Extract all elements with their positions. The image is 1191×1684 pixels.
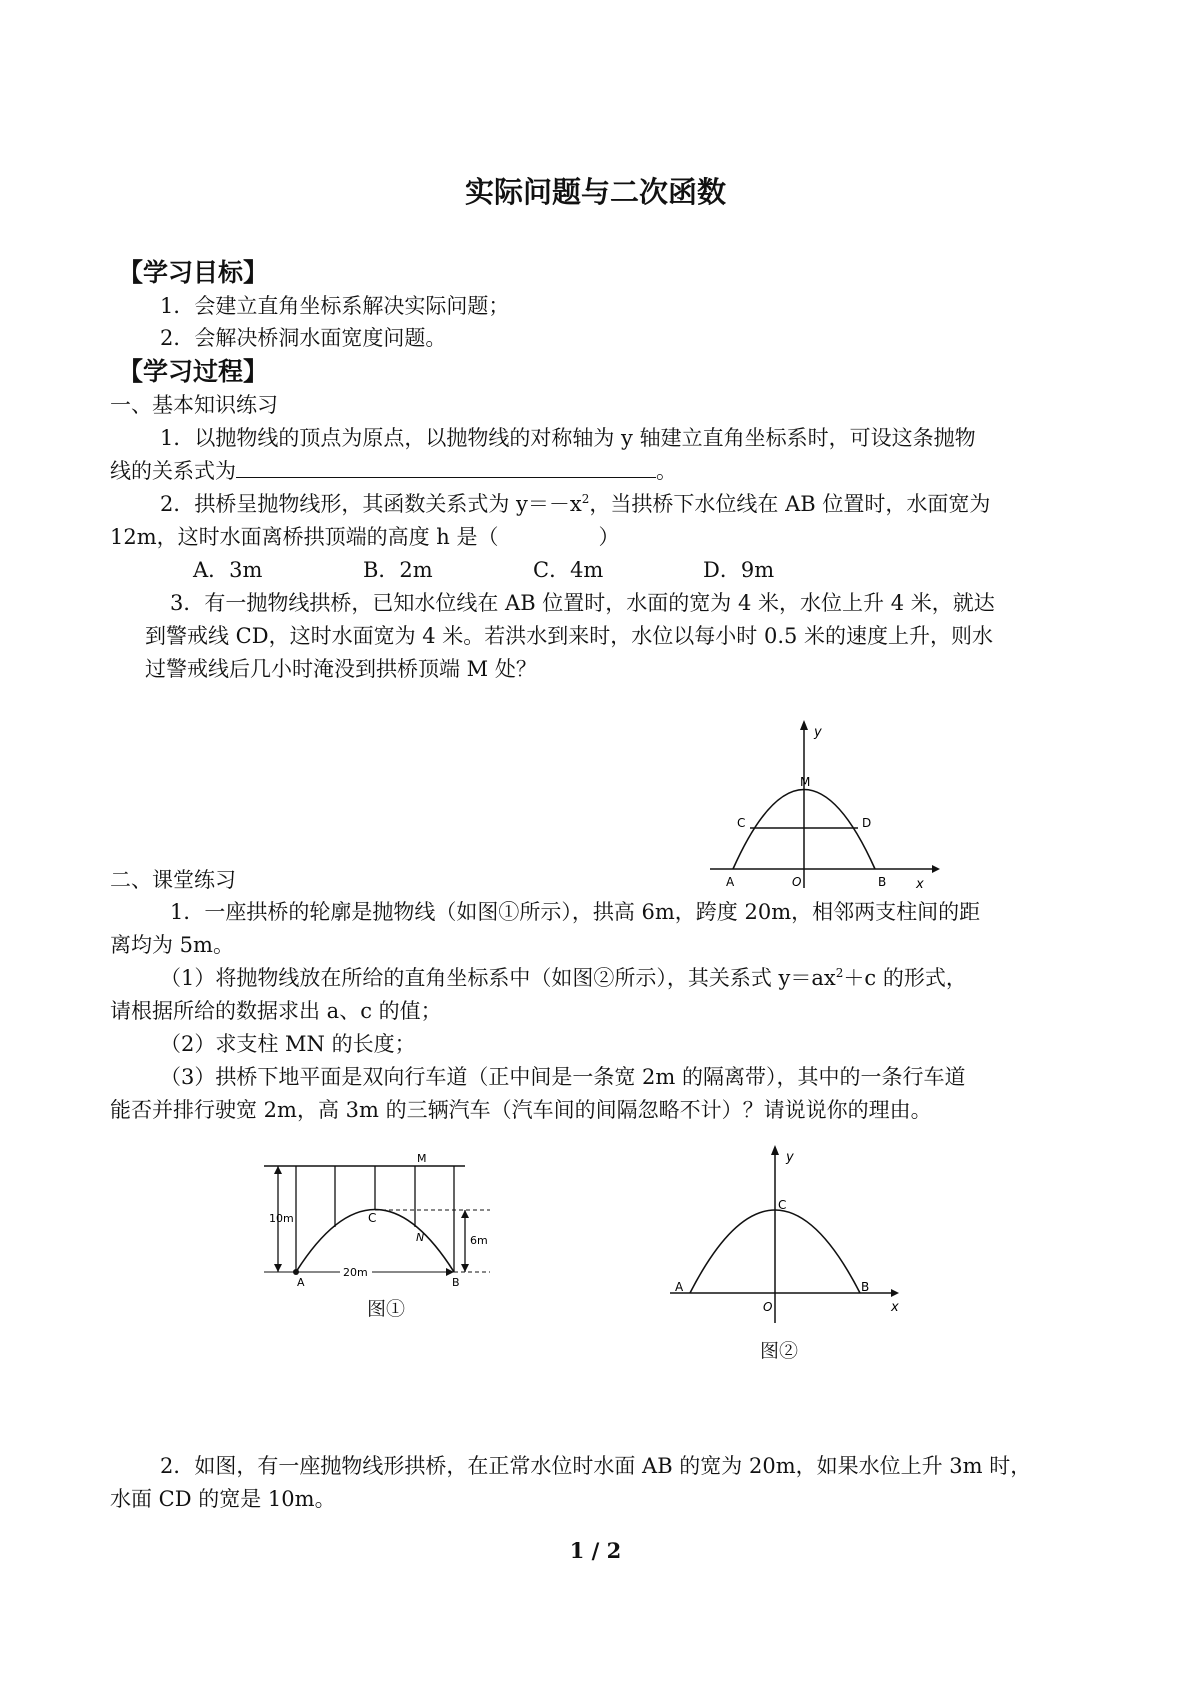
- s1-text: （1）将抛物线放在所给的直角坐标系中（如图②所示），其关系式 y＝ax: [160, 966, 836, 990]
- goal-item: 2．会解决桥洞水面宽度问题。: [160, 326, 447, 350]
- label-o: O: [763, 1300, 773, 1314]
- part1-q2-line1: [160, 488, 990, 518]
- part1-q1-line1: 1．以抛物线的顶点为原点，以抛物线的对称轴为 y 轴建立直角坐标系时，可设这条抛物: [160, 426, 976, 450]
- label-m: M: [800, 775, 811, 789]
- part1-q3-line3: 过警戒线后几小时淹没到拱桥顶端 M 处？: [145, 657, 537, 681]
- q1-prefix: 线的关系式为: [110, 459, 236, 483]
- part2-q1-s3-line1: （3）拱桥下地平面是双向行车道（正中间是一条宽 2m 的隔离带），其中的一条行车道: [160, 1065, 966, 1089]
- label-b: B: [452, 1276, 460, 1289]
- x-axis-arrow-icon: [891, 1289, 899, 1297]
- label-c: C: [368, 1211, 377, 1225]
- figure-1-caption: 图①: [367, 1298, 406, 1320]
- label-a: A: [675, 1280, 684, 1294]
- label-c: C: [778, 1198, 787, 1212]
- label-c: C: [737, 816, 746, 830]
- part2-q2-line1: 2．如图，有一座抛物线形拱桥，在正常水位时水面 AB 的宽为 20m，如果水位上升 3m 时，: [160, 1454, 1032, 1478]
- x-label: x: [916, 877, 924, 892]
- goals-heading: 【学习目标】: [118, 258, 269, 287]
- part1-q3-line1: 3．有一抛物线拱桥，已知水位线在 AB 位置时，水面的宽为 4 米，水位上升 4 米，就达: [170, 591, 995, 615]
- goal-item: 1．会建立直角坐标系解决实际问题；: [160, 294, 510, 318]
- label-n: N: [416, 1231, 425, 1244]
- bridge-figure-2: [665, 1145, 910, 1325]
- part2-heading: 二、课堂练习: [110, 868, 236, 892]
- label-d: D: [862, 816, 872, 830]
- label-20m: 20m: [343, 1266, 368, 1279]
- page-number: 1 / 2: [569, 1538, 622, 1563]
- bridge-figure-q3: [700, 720, 940, 890]
- q2-line2-text: 12m，这时水面离桥拱顶端的高度 h 是（: [110, 525, 499, 549]
- part2-q1-line2: 离均为 5m。: [110, 933, 234, 957]
- label-10m: 10m: [269, 1212, 294, 1225]
- label-b: B: [861, 1280, 870, 1294]
- part2-q2-line2: 水面 CD 的宽是 10m。: [110, 1487, 336, 1511]
- y-axis-arrow-icon: [800, 720, 808, 730]
- y-label: y: [814, 725, 822, 740]
- page-title: 实际问题与二次函数: [464, 175, 726, 209]
- label-o: O: [792, 875, 802, 889]
- point-a-dot: [293, 1269, 299, 1275]
- part2-q1-s2: （2）求支柱 MN 的长度；: [160, 1032, 416, 1056]
- part2-q1-line1: 1．一座拱桥的轮廓是抛物线（如图①所示），拱高 6m，跨度 20m，相邻两支柱间的距: [170, 900, 981, 924]
- part1-heading: 一、基本知识练习: [110, 393, 278, 417]
- s1-sup: 2: [835, 966, 844, 980]
- part1-q1-line2: [110, 455, 677, 485]
- label-a: A: [297, 1276, 305, 1289]
- x-label: x: [891, 1300, 899, 1315]
- part2-q1-s1-line1: [160, 962, 967, 992]
- part1-q3-line2: 到警戒线 CD，这时水面宽为 4 米。若洪水到来时，水位以每小时 0.5 米的速度上升，则水: [145, 624, 994, 648]
- figure-2-caption: 图②: [760, 1340, 799, 1362]
- choice-b: B．2m: [363, 558, 433, 582]
- q2-sup: 2: [581, 492, 590, 506]
- arrow-down-icon: [274, 1264, 282, 1272]
- process-heading: 【学习过程】: [118, 357, 269, 386]
- arrow-down-icon: [461, 1264, 469, 1272]
- arrow-up-icon: [274, 1166, 282, 1174]
- choice-a: A．3m: [193, 558, 263, 582]
- choice-d: D．9m: [703, 558, 775, 582]
- s1-text-cont: ＋c 的形式，: [843, 966, 967, 990]
- part1-q2-line2: [110, 521, 620, 551]
- label-b: B: [878, 875, 887, 889]
- choice-c: C．4m: [533, 558, 604, 582]
- x-axis-arrow-icon: [932, 865, 940, 873]
- label-m: M: [417, 1152, 427, 1165]
- y-axis-arrow-icon: [771, 1145, 779, 1155]
- part2-q1-s1-line2: 请根据所给的数据求出 a、c 的值；: [110, 999, 442, 1023]
- q2-text-cont: ，当拱桥下水位线在 AB 位置时，水面宽为: [589, 492, 991, 516]
- bridge-figure-1: [260, 1150, 510, 1289]
- arrow-up-icon: [461, 1210, 469, 1218]
- q1-suffix: 。: [656, 459, 677, 483]
- q2-close-paren: ）: [598, 525, 620, 549]
- y-label: y: [786, 1150, 794, 1165]
- part1-q2-choices: [193, 554, 873, 584]
- answer-blank[interactable]: [236, 459, 656, 478]
- q2-text: 2．拱桥呈抛物线形，其函数关系式为 y＝－x: [160, 492, 582, 516]
- part2-q1-s3-line2: 能否并排行驶宽 2m，高 3m 的三辆汽车（汽车间的间隔忽略不计）？请说说你的理由。: [110, 1098, 932, 1122]
- label-a: A: [726, 875, 735, 889]
- label-6m: 6m: [470, 1234, 488, 1247]
